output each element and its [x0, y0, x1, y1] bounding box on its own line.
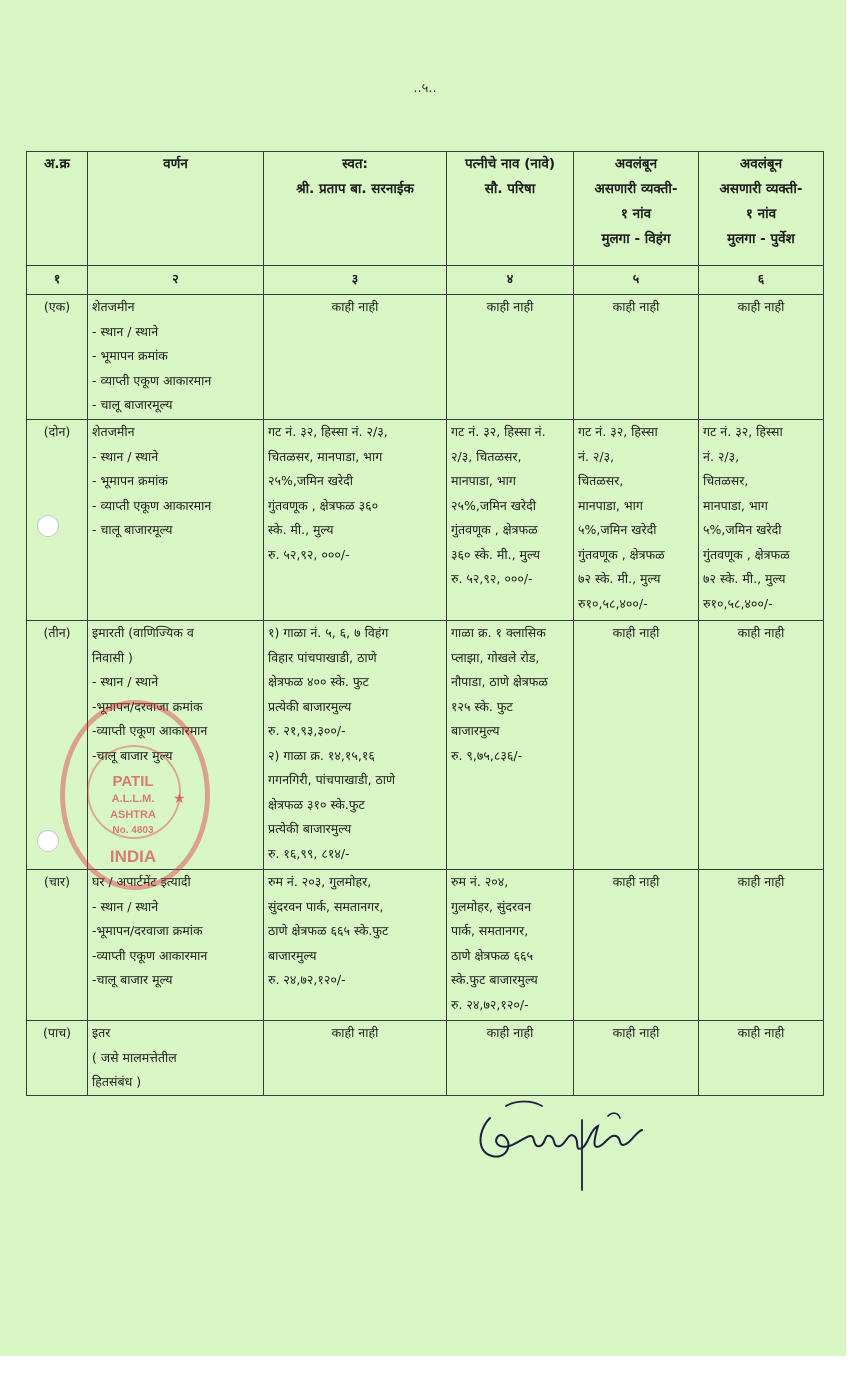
seal-text: No. 4803 [112, 825, 154, 836]
table-row [27, 621, 824, 870]
row-serial-no: (चार) [27, 870, 88, 1021]
row-self-value: काही नाही [264, 295, 447, 420]
row-dependent-2-value: काही नाही [699, 1021, 824, 1096]
header-dependent-1: अवलंबून असणारी व्यक्ती- १ नांव मुलगा - विहंग [574, 152, 699, 266]
signature [470, 1090, 660, 1200]
row-spouse-value: काही नाही [447, 295, 574, 420]
row-dependent-2-value: काही नाही [699, 295, 824, 420]
row-serial-no: (तीन) [27, 621, 88, 870]
header-serial-no: अ.क्र [27, 152, 88, 266]
column-index-row [27, 266, 824, 295]
column-index: ६ [699, 266, 824, 295]
punch-hole-icon [37, 515, 59, 537]
row-dependent-1-value: काही नाही [574, 295, 699, 420]
row-description: इमारती (वाणिज्यिक व निवासी ) - स्थान / स्थाने -भूमापन/दरवाजा क्रमांक -व्याप्ती एकूण आकारमान -चालू बाजार मुल्य [88, 621, 264, 870]
row-spouse-value: गाळा क्र. १ क्लासिक प्लाझा, गोखले रोड, नौपाडा, ठाणे क्षेत्रफळ १२५ स्के. फुट बाजारमुल्य रु. ९,७५,८३६/- [447, 621, 574, 870]
row-dependent-2-value: काही नाही [699, 621, 824, 870]
header-spouse: पत्नीचे नाव (नावे) सौ. परिषा [447, 152, 574, 266]
table-row [27, 1021, 824, 1096]
row-description: शेतजमीन - स्थान / स्थाने - भूमापन क्रमांक - व्याप्ती एकूण आकारमान - चालू बाजारमूल्य [88, 295, 264, 420]
row-spouse-value: गट नं. ३२, हिस्सा नं. २/३, चितळसर, मानपाडा, भाग २५%,जमिन खरेदी गुंतवणूक , क्षेत्रफळ ३६० स्के. मी., मुल्य रु. ५२,९२, ०००/- [447, 420, 574, 621]
table-row [27, 420, 824, 621]
table-row [27, 295, 824, 420]
row-spouse-value: काही नाही [447, 1021, 574, 1096]
header-dependent-2: अवलंबून असणारी व्यक्ती- १ नांव मुलगा - पुर्वेश [699, 152, 824, 266]
column-index: १ [27, 266, 88, 295]
row-description: इतर ( जसे मालमत्तेतील हितसंबंध ) [88, 1021, 264, 1096]
row-description: घर / अपार्टमेंट इत्यादी - स्थान / स्थाने -भूमापन/दरवाजा क्रमांक -व्याप्ती एकूण आकारमान -चालू बाजार मूल्य [88, 870, 264, 1021]
row-dependent-2-value: काही नाही [699, 870, 824, 1021]
asset-declaration-table [26, 151, 824, 1096]
row-spouse-value: रुम नं. २०४, गुलमोहर, सुंदरवन पार्क, समतानगर, ठाणे क्षेत्रफळ ६६५ स्के.फुट बाजारमुल्य रु. २४,७२,१२०/- [447, 870, 574, 1021]
seal-text: A.L.L.M. [111, 793, 155, 805]
row-serial-no: (पाच) [27, 1021, 88, 1096]
row-serial-no: (एक) [27, 295, 88, 420]
row-self-value: गट नं. ३२, हिस्सा नं. २/३, चितळसर, मानपाडा, भाग २५%,जमिन खरेदी गुंतवणूक , क्षेत्रफळ ३६० स्के. मी., मुल्य रु. ५२,९२, ०००/- [264, 420, 447, 621]
seal-text: INDIA [109, 847, 157, 866]
table-row [27, 870, 824, 1021]
header-description: वर्णन [88, 152, 264, 266]
column-index: ५ [574, 266, 699, 295]
row-dependent-1-value: काही नाही [574, 1021, 699, 1096]
row-serial-no: (दोन) [27, 420, 88, 621]
star-icon: ★ [173, 791, 186, 807]
header-self: स्वत: श्री. प्रताप बा. सरनाईक [264, 152, 447, 266]
seal-text: PATIL [112, 773, 154, 790]
column-index: २ [88, 266, 264, 295]
row-dependent-2-value: गट नं. ३२, हिस्सा नं. २/३, चितळसर, मानपाडा, भाग ५%,जमिन खरेदी गुंतवणूक , क्षेत्रफळ ७२ स्के. मी., मुल्य रु१०,५८,४००/- [699, 420, 824, 621]
row-dependent-1-value: गट नं. ३२, हिस्सा नं. २/३, चितळसर, मानपाडा, भाग ५%,जमिन खरेदी गुंतवणूक , क्षेत्रफळ ७२ स्के. मी., मुल्य रु१०,५८,४००/- [574, 420, 699, 621]
row-description: शेतजमीन - स्थान / स्थाने - भूमापन क्रमांक - व्याप्ती एकूण आकारमान - चालू बाजारमूल्य [88, 420, 264, 621]
header-row [27, 152, 824, 266]
column-index: ३ [264, 266, 447, 295]
row-self-value: रुम नं. २०३, गुलमोहर, सुंदरवन पार्क, समतानगर, ठाणे क्षेत्रफळ ६६५ स्के.फुट बाजारमुल्य रु. २४,७२,१२०/- [264, 870, 447, 1021]
column-index: ४ [447, 266, 574, 295]
row-self-value: १) गाळा नं. ५, ६, ७ विहंग विहार पांचपाखाडी, ठाणे क्षेत्रफळ ४०० स्के. फुट प्रत्येकी बाजारमुल्य रु. २१,९३,३००/- २) गाळा क्र. १४,१५,१६ गगनगिरी, पांचपाखाडी, ठाणे क्षेत्रफळ ३१० स्के.फुट प्रत्येकी बाजारमुल्य रु. १६,९९, ८१४/- [264, 621, 447, 870]
row-self-value: काही नाही [264, 1021, 447, 1096]
punch-hole-icon [37, 830, 59, 852]
seal-text: ASHTRA [110, 809, 156, 821]
page-number: ..५.. [413, 81, 437, 96]
row-dependent-1-value: काही नाही [574, 870, 699, 1021]
row-dependent-1-value: काही नाही [574, 621, 699, 870]
